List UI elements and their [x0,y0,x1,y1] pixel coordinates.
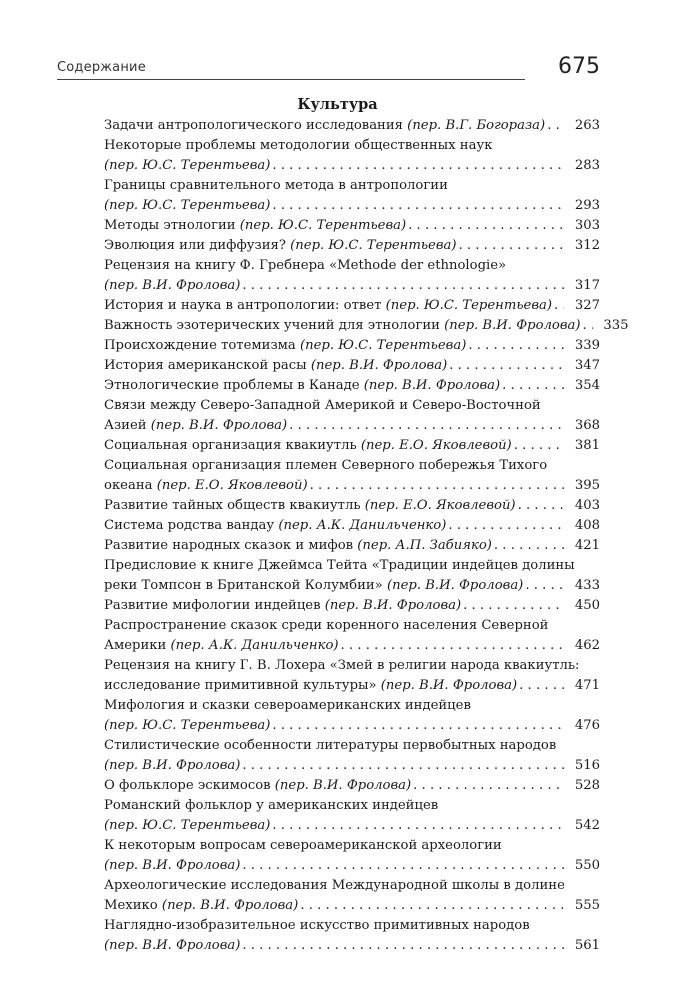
entry-page-number: 293 [574,198,600,213]
entry-page-number: 433 [574,578,600,593]
toc-entry [104,236,600,256]
dot-leader [272,716,564,736]
toc-entry [104,836,600,876]
entry-title: Азией [104,418,147,433]
entry-page-number: 450 [574,598,600,613]
toc-entry [104,116,600,136]
entry-text [104,516,446,536]
entry-page-number: 347 [574,358,600,373]
entry-text [104,556,575,576]
toc-entry-line [104,736,600,756]
toc-entry-line [104,236,600,256]
dot-leader [468,336,564,356]
toc-entry-line [104,696,600,716]
toc-entry [104,396,600,436]
page-number: 675 [558,54,600,79]
entry-text [104,756,240,776]
toc-entry-line [104,276,600,296]
dot-leader [341,636,564,656]
toc-list [104,116,629,956]
entry-title: Происхождение тотемизма [104,338,296,353]
toc-entry-line [104,336,600,356]
entry-title: Некоторые проблемы методологии общественных наук [104,138,493,153]
toc-entry-line [104,456,600,476]
dot-leader [408,216,564,236]
toc-entry [104,356,600,376]
entry-title: Социальная организация племен Северного побережья Тихого [104,458,548,473]
entry-translator: (пер. В.И. Фролова) [104,938,241,953]
entry-translator: (пер. В.И. Фролова) [104,758,241,773]
toc-entry-line [104,656,600,676]
toc-entry [104,296,600,316]
entry-text [104,836,502,856]
toc-entry-line [104,156,600,176]
toc-entry [104,696,600,736]
entry-text [104,496,516,516]
entry-translator: (пер. В.И. Фролова) [161,898,299,913]
entry-page-number: 395 [574,478,600,493]
toc-entry [104,656,600,696]
entry-title: Мехико [104,898,158,913]
toc-entry-line [104,636,600,656]
entry-translator: (пер. Ю.С. Терентьева) [104,718,271,733]
toc-entry-line [104,216,600,236]
entry-text [104,316,581,336]
entry-title: Методы этнологии [104,218,236,233]
toc-entry-line [104,876,600,896]
entry-title: Важность эзотерических учений для этнологии [104,318,440,333]
toc-entry [104,216,600,236]
toc-entry [104,496,600,516]
dot-leader [272,156,564,176]
entry-text [104,436,512,456]
toc-entry-line [104,896,600,916]
entry-text [104,916,530,936]
entry-translator: (пер. А.К. Данильченко) [170,638,339,653]
toc-entry-line [104,116,600,136]
entry-translator: (пер. В.И. Фролова) [274,778,412,793]
entry-text [104,936,240,956]
toc-entry-line [104,356,600,376]
entry-title: Социальная организация квакиутль [104,438,357,453]
entry-text [104,636,339,656]
toc-entry [104,256,600,296]
entry-title: реки Томпсон в Британской Колумбии» [104,578,383,593]
entry-translator: (пер. Ю.С. Терентьева) [104,158,271,173]
entry-translator: (пер. Е.О. Яковлевой) [360,438,512,453]
toc-entry-line [104,776,600,796]
entry-text [104,356,447,376]
toc-entry-line [104,316,629,336]
toc-entry [104,776,600,796]
entry-title: Распространение сказок среди коренного населения Северной [104,618,549,633]
dot-leader [242,936,564,956]
entry-page-number: 462 [574,638,600,653]
dot-leader [519,676,564,696]
dot-leader [272,196,564,216]
entry-text [104,336,466,356]
entry-page-number: 421 [574,538,600,553]
running-head [57,54,600,84]
entry-text [104,736,556,756]
toc-entry-line [104,196,600,216]
entry-text [104,476,308,496]
toc-entry-line [104,936,600,956]
toc-entry [104,456,600,496]
entry-page-number: 312 [574,238,600,253]
entry-translator: (пер. Ю.С. Терентьева) [385,298,553,313]
toc-entry [104,136,600,176]
entry-text [104,296,552,316]
toc-entry [104,616,600,656]
dot-leader [310,476,564,496]
entry-text [104,176,448,196]
entry-title: К некоторым вопросам североамериканской археологии [104,838,502,853]
entry-translator: (пер. Ю.С. Терентьева) [290,238,457,253]
dot-leader [242,856,564,876]
entry-text [104,616,548,636]
entry-title: океана [104,478,153,493]
running-head-label: Содержание [57,60,146,75]
toc-entry-line [104,816,600,836]
entry-title: Развитие мифологии индейцев [104,598,321,613]
toc-entry [104,176,600,216]
entry-page-number: 283 [574,158,600,173]
entry-title: История и наука в антропологии: ответ [104,298,382,313]
toc-entry-line [104,616,600,636]
toc-entry-line [104,256,600,276]
entry-translator: (пер. В.И. Фролова) [310,358,448,373]
entry-title: Система родства вандау [104,518,275,533]
toc-entry-line [104,536,600,556]
entry-title: Развитие народных сказок и мифов [104,538,354,553]
entry-page-number: 516 [574,758,600,773]
dot-leader [459,236,564,256]
dot-leader [413,776,564,796]
dot-leader [242,276,564,296]
entry-text [104,876,565,896]
entry-title: О фольклоре эскимосов [104,778,271,793]
entry-translator: (пер. В.И. Фролова) [324,598,462,613]
toc-entry [104,336,600,356]
entry-translator: (пер. Е.О. Яковлевой) [364,498,516,513]
entry-translator: (пер. В.Г. Богораза) [407,118,546,133]
entry-text [104,116,545,136]
entry-page-number: 339 [574,338,600,353]
entry-text [104,196,270,216]
entry-translator: (пер. А.К. Данильченко) [278,518,447,533]
entry-text [104,676,517,696]
entry-translator: (пер. Ю.С. Терентьева) [239,218,407,233]
entry-text [104,536,492,556]
entry-translator: (пер. В.И. Фролова) [104,858,241,873]
entry-page-number: 263 [574,118,600,133]
entry-text [104,156,270,176]
entry-page-number: 555 [574,898,600,913]
toc-entry-line [104,856,600,876]
entry-page-number: 303 [574,218,600,233]
entry-text [104,656,580,676]
toc-entry [104,876,600,916]
entry-translator: (пер. В.И. Фролова) [386,578,524,593]
entry-page-number: 327 [574,298,601,313]
entry-page-number: 368 [574,418,600,433]
dot-leader [525,576,564,596]
entry-translator: (пер. В.И. Фролова) [380,678,518,693]
entry-page-number: 354 [574,378,600,393]
entry-text [104,816,270,836]
dot-leader [448,516,564,536]
toc-entry-line [104,476,600,496]
entry-title: Археологические исследования Международной школы в долине [104,878,565,893]
toc-entry [104,536,600,556]
toc-entry [104,436,600,456]
entry-page-number: 335 [603,318,629,333]
toc-entry [104,796,600,836]
entry-text [104,416,287,436]
dot-leader [518,496,564,516]
toc-entry [104,556,600,596]
entry-title: Этнологические проблемы в Канаде [104,378,360,393]
dot-leader [289,416,564,436]
entry-text [104,256,506,276]
entry-translator: (пер. Ю.С. Терентьева) [299,338,467,353]
entry-text [104,396,541,416]
toc-entry-line [104,836,600,856]
dot-leader [583,316,593,336]
entry-title: Рецензия на книгу Г. В. Лохера «Змей в религии народа квакиутль: [104,658,580,673]
dot-leader [547,116,564,136]
toc-entry [104,316,629,336]
running-head-rule [57,79,525,80]
entry-page-number: 561 [574,938,600,953]
toc-entry-line [104,916,600,936]
entry-text [104,696,471,716]
entry-title: Рецензия на книгу Ф. Гребнера «Methode der ethnologie» [104,258,507,273]
toc-entry [104,376,600,396]
toc-entry-line [104,576,600,596]
entry-title: Задачи антропологического исследования [104,118,403,133]
toc-entry [104,736,600,776]
toc-entry-line [104,756,600,776]
entry-translator: (пер. В.И. Фролова) [444,318,581,333]
entry-translator: (пер. В.И. Фролова) [150,418,288,433]
entry-title: Наглядно-изобразительное искусство примитивных народов [104,918,530,933]
toc-entry-line [104,796,600,816]
entry-page-number: 317 [574,278,600,293]
entry-page-number: 476 [574,718,600,733]
entry-page-number: 542 [574,818,600,833]
entry-text [104,856,240,876]
dot-leader [463,596,564,616]
entry-text [104,716,270,736]
entry-text [104,236,457,256]
entry-text [104,276,240,296]
entry-translator: (пер. В.И. Фролова) [104,278,241,293]
entry-title: История американской расы [104,358,307,373]
toc-entry [104,596,600,616]
toc-entry-line [104,596,600,616]
entry-translator: (пер. В.И. Фролова) [363,378,501,393]
entry-translator: (пер. А.П. Забияко) [357,538,492,553]
entry-page-number: 528 [574,778,600,793]
entry-text [104,896,298,916]
entry-text [104,456,547,476]
toc-entry-line [104,376,600,396]
entry-page-number: 381 [574,438,600,453]
entry-title: Развитие тайных обществ квакиутль [104,498,361,513]
dot-leader [272,816,564,836]
entry-title: Границы сравнительного метода в антропологии [104,178,448,193]
toc-entry-line [104,716,600,736]
dot-leader [300,896,564,916]
entry-title: Связи между Северо-Западной Америкой и Северо-Восточной [104,398,541,413]
dot-leader [242,756,564,776]
entry-text [104,576,523,596]
toc-entry-line [104,416,600,436]
entry-title: исследование примитивной культуры» [104,678,377,693]
toc-entry-line [104,296,600,316]
entry-text [104,136,492,156]
toc-entry-line [104,496,600,516]
entry-title: Предисловие к книге Джеймса Тейта «Традиции индейцев долины [104,558,575,573]
entry-translator: (пер. Ю.С. Терентьева) [104,198,271,213]
entry-page-number: 408 [574,518,600,533]
dot-leader [502,376,564,396]
toc-entry-line [104,676,600,696]
toc-entry-line [104,136,600,156]
toc-entry-line [104,176,600,196]
entry-title: Стилистические особенности литературы первобытных народов [104,738,557,753]
entry-text [104,776,411,796]
entry-text [104,216,406,236]
entry-title: Эволюция или диффузия? [104,238,286,253]
dot-leader [514,436,564,456]
entry-title: Романский фольклор у американских индейцев [104,798,439,813]
dot-leader [494,536,564,556]
dot-leader [554,296,564,316]
entry-text [104,596,461,616]
entry-text [104,376,500,396]
entry-title: Мифология и сказки североамериканских индейцев [104,698,471,713]
entry-page-number: 550 [574,858,600,873]
toc-entry-line [104,516,600,536]
toc-entry [104,916,600,956]
entry-translator: (пер. Е.О. Яковлевой) [156,478,308,493]
entry-page-number: 471 [574,678,600,693]
toc-entry [104,516,600,536]
entry-title: Америки [104,638,167,653]
entry-text [104,796,438,816]
entry-translator: (пер. Ю.С. Терентьева) [104,818,271,833]
dot-leader [449,356,564,376]
toc-entry-line [104,396,600,416]
toc-entry-line [104,436,600,456]
section-title: Культура [297,96,378,113]
entry-page-number: 403 [574,498,600,513]
toc-entry-line [104,556,600,576]
